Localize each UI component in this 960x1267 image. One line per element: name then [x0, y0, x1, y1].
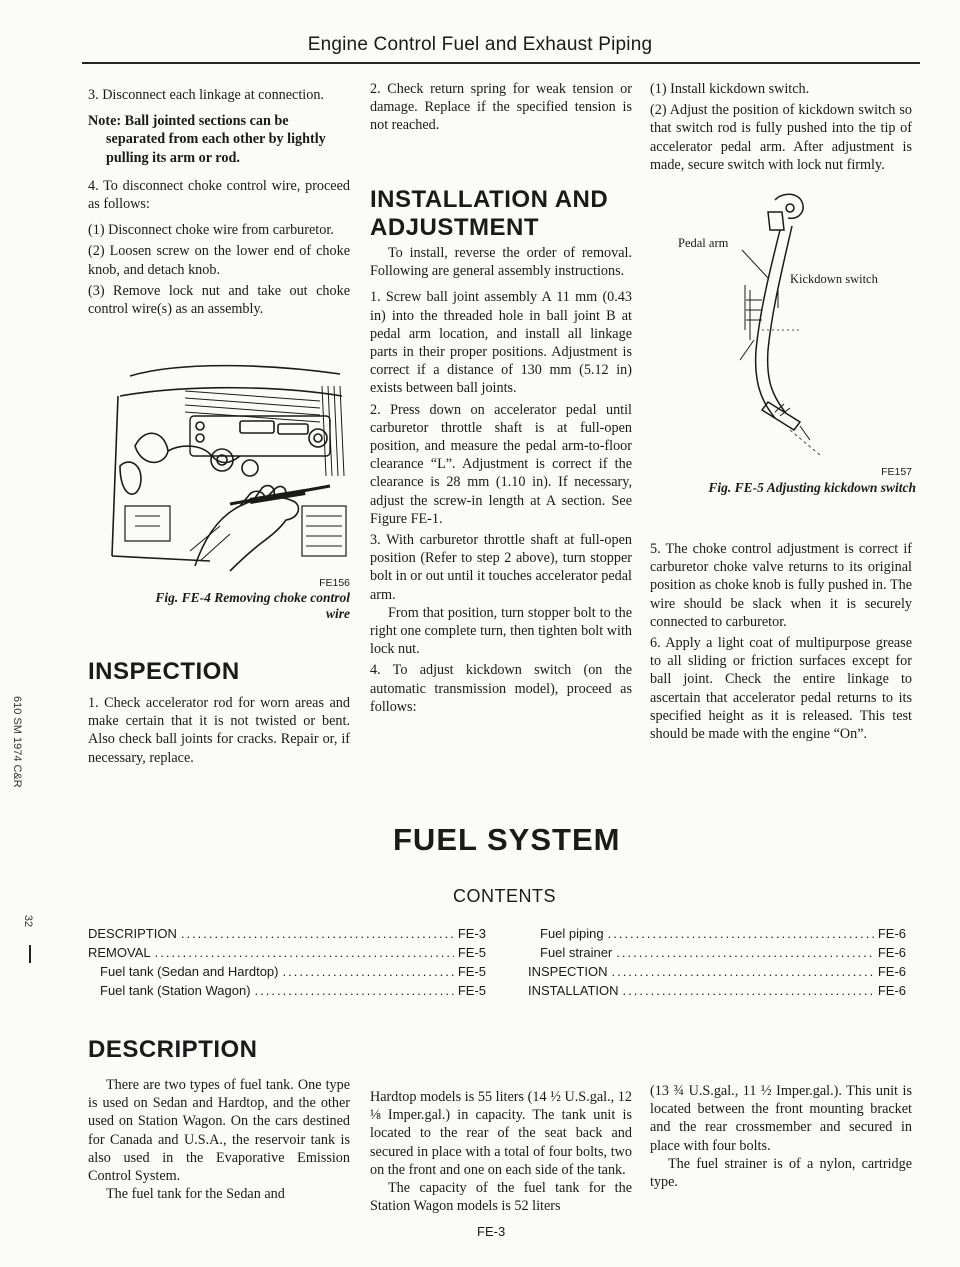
inspection-step-1: 1. Check accelerator rod for worn areas and make certain that it is not twisted or bent. Also check ball joints for cracks. Repair or, if necessary, replace. [88, 695, 350, 766]
installation-body [370, 244, 632, 719]
toc-entry[interactable]: INSTALLATION ..... FE-6 [528, 983, 906, 1002]
margin-bar [29, 945, 31, 963]
substep-1: (1) Disconnect choke wire from carburetor. [88, 222, 334, 239]
substep-3: (3) Remove lock nut and take out choke control wire(s) as an assembly. [88, 282, 350, 318]
description-col-3 [650, 1082, 912, 1199]
page-header: Engine Control Fuel and Exhaust Piping [307, 34, 653, 55]
description-para-1: There are two types of fuel tank. One type is used on Sedan and Hardtop, and the other used on Station Wagon. On the cars destined for Canada and U.S.A., the reservoir tank is also used in the Evaporative Emission Control System. [88, 1077, 350, 1185]
header-rule [82, 62, 920, 64]
description-para-3b: The fuel strainer is of a nylon, cartridge type. [650, 1155, 912, 1191]
figure-fe4 [90, 356, 350, 588]
right-column [650, 80, 912, 177]
inspection-body [88, 694, 350, 775]
substep-2: (2) Loosen screw on the lower end of choke knob, and detach knob. [88, 243, 350, 278]
figure-caption-fe5: Fig. FE-5 Adjusting kickdown switch [708, 480, 916, 495]
note-body: separated from each other by lightly pulling its arm or rod. [106, 131, 326, 166]
fuel-system-heading: FUEL SYSTEM [393, 822, 621, 857]
description-heading: DESCRIPTION [88, 1036, 258, 1063]
caption-line-2: wire [325, 606, 350, 621]
install-step-2: 2. Press down on accelerator pedal until carburetor throttle shaft is at full-open position, and measure the pedal arm-to-floor clearance “L”. Adjustment is correct if the clearance is 28 mm (1.10 in). If necessary, adjust the screw-in length at A section. See Figure FE-1. [370, 401, 632, 527]
margin-mark-number: 32 [22, 914, 35, 928]
figure-caption-fe4 [90, 590, 350, 622]
toc-entry[interactable]: INSPECTION ..... FE-6 [528, 964, 906, 983]
toc-entry[interactable]: Fuel piping ..... FE-6 [528, 926, 906, 945]
kickdown-step-2: (2) Adjust the position of kickdown switch so that switch rod is fully pushed into the tip of accelerator pedal arm. After adjustment is made, secure switch with lock nut firmly. [650, 102, 912, 173]
note [88, 112, 350, 167]
middle-column [370, 80, 632, 143]
label-pedal-arm: Pedal arm [678, 236, 729, 250]
step-5: 5. The choke control adjustment is correct if carburetor choke valve returns to its original position as choke knob is fully pushed in. The wire should be slack when it is securely connected to carburetor. [650, 541, 912, 630]
installation-heading-line-2: ADJUSTMENT [370, 214, 540, 241]
install-step-3b: From that position, turn stopper bolt to the right one complete turn, then tighten bolt with lock nut. [370, 604, 632, 658]
choke-control-illustration [90, 356, 350, 576]
step-2: 2. Check return spring for weak tension or damage. Replace if the specified tension is not reached. [370, 81, 632, 134]
page-number: FE-3 [477, 1224, 506, 1239]
toc-entry[interactable]: DESCRIPTION ..... FE-3 [88, 926, 486, 945]
left-column [88, 86, 350, 321]
description-para-2: Hardtop models is 55 liters (14 ½ U.S.gal., 12 ⅛ Imper.gal.) in capacity. The tank unit is located to the rear of the seat back and secured in place with a total of four bolts, two on the front and one on each side of the tank. [370, 1089, 632, 1178]
description-para-2b: The capacity of the fuel tank for the Station Wagon models is 52 liters [370, 1180, 632, 1215]
step-3: 3. Disconnect each linkage at connection. [88, 87, 324, 103]
figure-fe5 [650, 190, 916, 480]
figure-code: FE156 [319, 577, 350, 589]
figure-code-fe5: FE157 [881, 466, 912, 478]
installation-heading-line-1: INSTALLATION AND [370, 186, 609, 213]
install-step-1: 1. Screw ball joint assembly A 11 mm (0.43 in) into the threaded hole in ball joint B at pedal arm location, and install all linkage parts in their proper positions. Adjustment is correct if a distance of 130 mm (5.12 in) exists between ball joints. [370, 289, 632, 397]
installation-heading [370, 186, 640, 242]
contents-title: CONTENTS [453, 886, 556, 906]
note-title: Note: Ball jointed sections can be [88, 113, 289, 130]
kickdown-step-1: (1) Install kickdown switch. [650, 81, 810, 97]
description-para-1b: The fuel tank for the Sedan and [106, 1186, 285, 1203]
toc-right [528, 926, 906, 1002]
label-kickdown-switch: Kickdown switch [790, 272, 878, 286]
toc-entry[interactable]: Fuel tank (Station Wagon) ..... FE-5 [88, 983, 486, 1002]
toc-entry[interactable]: REMOVAL ..... FE-5 [88, 945, 486, 964]
installation-intro: To install, reverse the order of removal. Following are general assembly instructions. [370, 245, 632, 280]
toc-entry[interactable]: Fuel tank (Sedan and Hardtop) ..... FE-5 [88, 964, 486, 983]
toc-entry[interactable]: Fuel strainer ..... FE-6 [528, 945, 906, 964]
step-4: 4. To disconnect choke control wire, proceed as follows: [88, 177, 350, 213]
inspection-heading: INSPECTION [88, 658, 240, 685]
install-step-3: 3. With carburetor throttle shaft at full-open position (Refer to step 2 above), turn stopper bolt in or out until it touches accelerator pedal arm. [370, 532, 632, 603]
description-para-3: (13 ¾ U.S.gal., 11 ½ Imper.gal.). This unit is located between the front mounting bracket and the rear crossmember and secured in place with four bolts. [650, 1083, 912, 1154]
description-col-1 [88, 1076, 350, 1211]
caption-line-1: Fig. FE-4 Removing choke control [155, 590, 350, 605]
kickdown-switch-illustration [650, 190, 916, 460]
install-step-4: 4. To adjust kickdown switch (on the automatic transmission model), proceed as follows: [370, 662, 632, 715]
right-column-lower [650, 540, 912, 746]
toc-left [88, 926, 486, 1002]
step-6: 6. Apply a light coat of multipurpose grease to all sliding or friction surfaces except for ball joint. Check the entire linkage to ascertain that accelerator pedal returns to its specified height as it is released. This test should be made with the engine “On”. [650, 635, 912, 743]
description-col-2 [370, 1088, 632, 1223]
margin-mark: 610 SM 1974 C&R [11, 696, 23, 788]
